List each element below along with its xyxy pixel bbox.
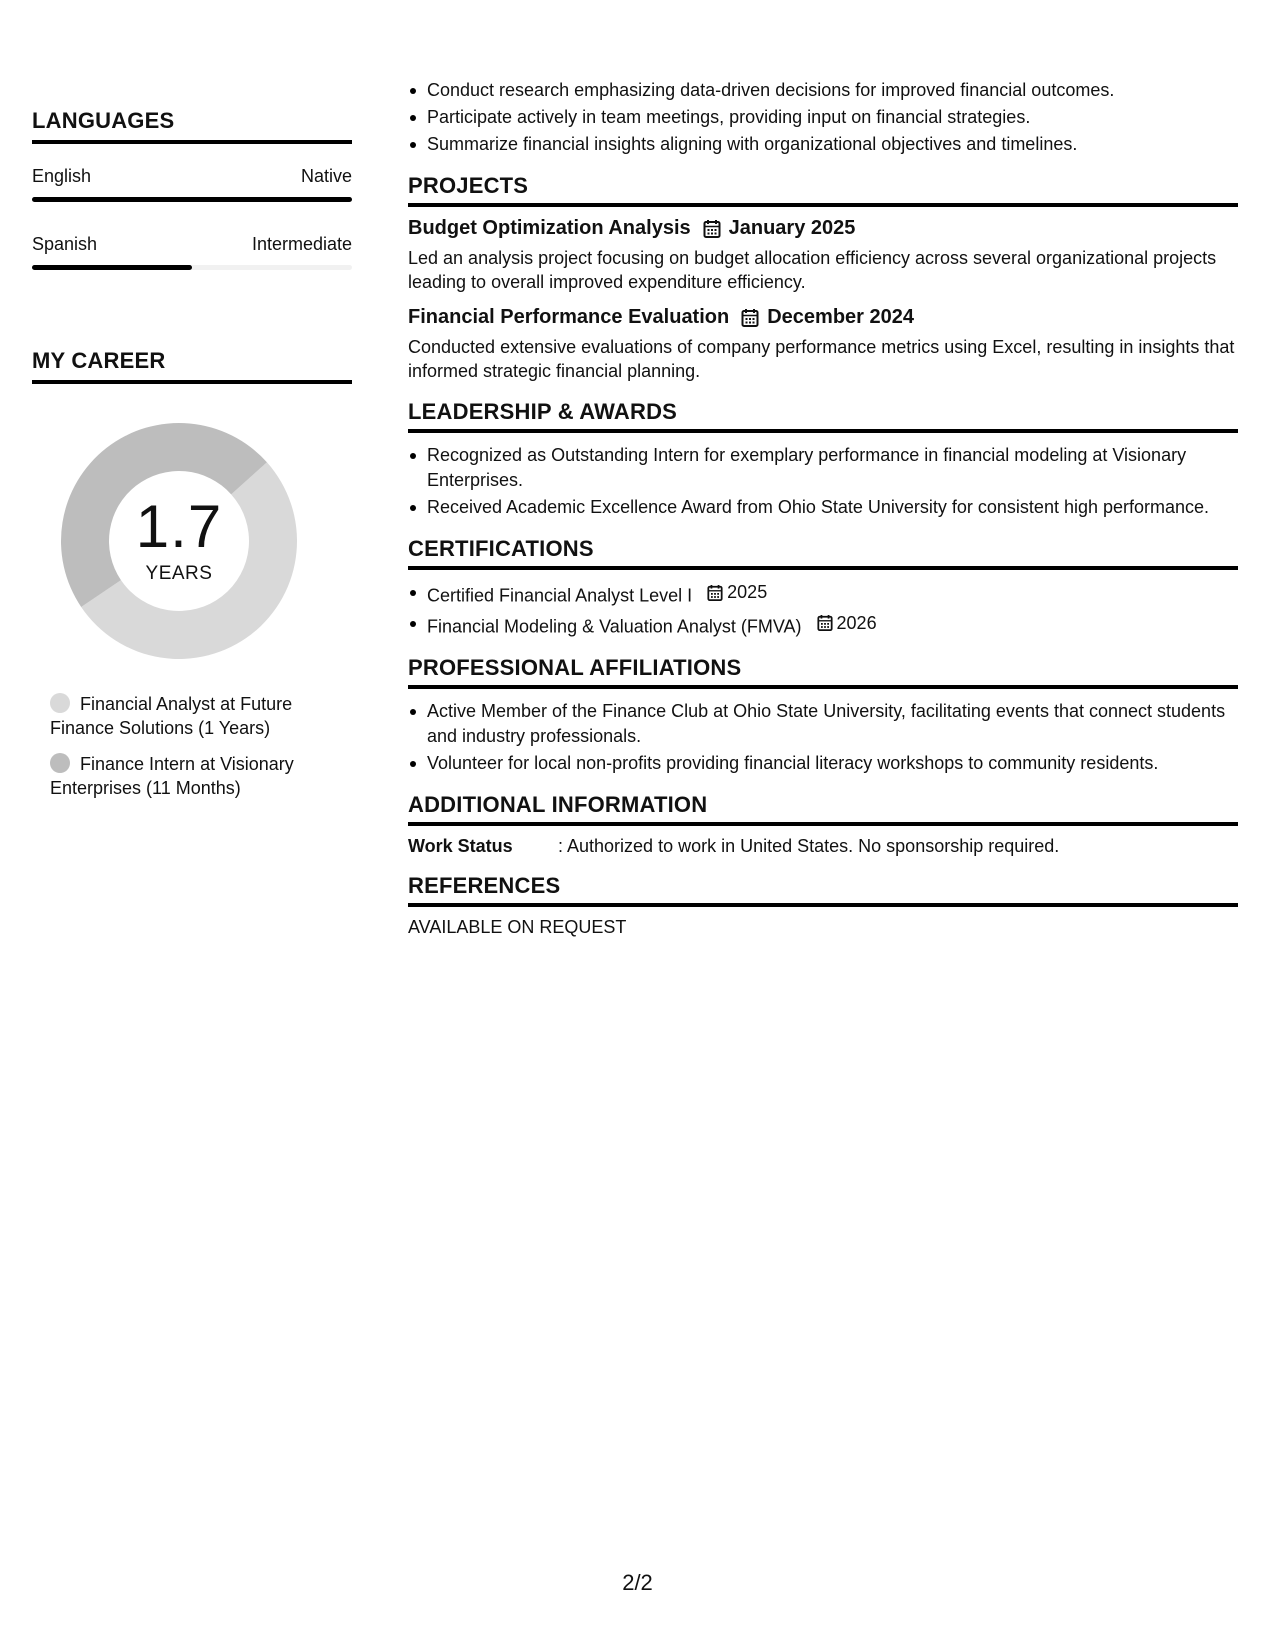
projects-heading: PROJECTS <box>408 173 1238 207</box>
legend-text: Finance Intern at Visionary Enterprises (11 Months) <box>50 754 294 798</box>
language-name: Spanish <box>32 234 98 254</box>
project-date: December 2024 <box>767 306 914 328</box>
career-heading: MY CAREER <box>32 348 352 384</box>
language-bar-fill <box>32 265 192 270</box>
project-description: Conducted extensive evaluations of company performance metrics using Excel, resulting in insights that informed strategic financial planning. <box>408 337 1235 381</box>
calendar-icon <box>707 584 723 602</box>
certification-name: Financial Modeling & Valuation Analyst (FMVA) <box>427 616 802 636</box>
certification-year: 2025 <box>727 582 768 602</box>
certifications-list <box>408 580 1238 639</box>
language-bar <box>32 197 352 202</box>
list-item: Active Member of the Finance Club at Ohio State University, facilitating events that connect students and industry professionals. <box>408 699 1238 749</box>
language-level: Native <box>300 166 352 186</box>
list-item: Summarize financial insights aligning with organizational objectives and timelines. <box>408 132 1238 157</box>
project-item <box>408 306 1238 383</box>
certification-name: Certified Financial Analyst Level I <box>427 585 693 606</box>
calendar-icon <box>703 219 721 239</box>
page-number: 2/2 <box>622 1570 653 1595</box>
legend-dot <box>50 753 70 773</box>
legend-item <box>50 692 320 740</box>
list-item: Volunteer for local non-profits providing financial literacy workshops to community residents. <box>408 751 1238 776</box>
list-item: Conduct research emphasizing data-driven decisions for improved financial outcomes. <box>408 78 1238 103</box>
list-item: Recognized as Outstanding Intern for exemplary performance in financial modeling at Visionary Enterprises. <box>408 443 1238 493</box>
project-title: Financial Performance Evaluation <box>408 306 730 328</box>
certification-year: 2026 <box>836 612 877 633</box>
affiliations-heading: PROFESSIONAL AFFILIATIONS <box>408 655 1238 689</box>
language-name: English <box>32 166 92 186</box>
career-donut-chart <box>54 416 304 666</box>
references-text: AVAILABLE ON REQUEST <box>408 917 627 937</box>
project-item <box>408 217 1238 294</box>
additional-info-heading: ADDITIONAL INFORMATION <box>408 792 1238 826</box>
calendar-icon <box>817 614 833 632</box>
work-status-row <box>408 836 1238 857</box>
experience-bullets <box>408 78 1238 157</box>
list-item: Participate actively in team meetings, providing input on financial strategies. <box>408 105 1238 130</box>
leadership-list <box>408 443 1238 520</box>
language-item-spanish <box>32 234 352 270</box>
language-level: Intermediate <box>251 234 352 254</box>
work-status-value: : Authorized to work in United States. No sponsorship required. <box>558 836 1060 856</box>
legend-dot <box>50 693 70 713</box>
affiliations-list <box>408 699 1238 776</box>
right-column <box>408 78 1238 938</box>
references-heading: REFERENCES <box>408 873 1238 907</box>
list-item <box>408 611 1238 640</box>
list-item: Received Academic Excellence Award from Ohio State University for consistent high performance. <box>408 495 1238 520</box>
legend-text: Financial Analyst at Future Finance Solutions (1 Years) <box>50 694 293 738</box>
work-status-label: Work Status <box>408 836 513 856</box>
project-date: January 2025 <box>728 217 856 239</box>
project-title: Budget Optimization Analysis <box>408 217 691 239</box>
language-bar-fill <box>32 197 352 202</box>
career-years-value: 1.7 <box>135 493 223 560</box>
language-bar <box>32 265 352 270</box>
languages-heading: LANGUAGES <box>32 108 352 144</box>
language-item-english <box>32 166 352 202</box>
left-column <box>32 0 352 812</box>
career-legend <box>50 692 320 800</box>
list-item <box>408 580 1238 609</box>
certifications-heading: CERTIFICATIONS <box>408 536 1238 570</box>
calendar-icon <box>741 308 759 328</box>
project-description: Led an analysis project focusing on budget allocation efficiency across several organizational projects leading to overall improved expenditure efficiency. <box>408 248 1217 292</box>
career-years-unit: YEARS <box>145 563 213 584</box>
legend-item <box>50 752 320 800</box>
leadership-heading: LEADERSHIP & AWARDS <box>408 399 1238 433</box>
